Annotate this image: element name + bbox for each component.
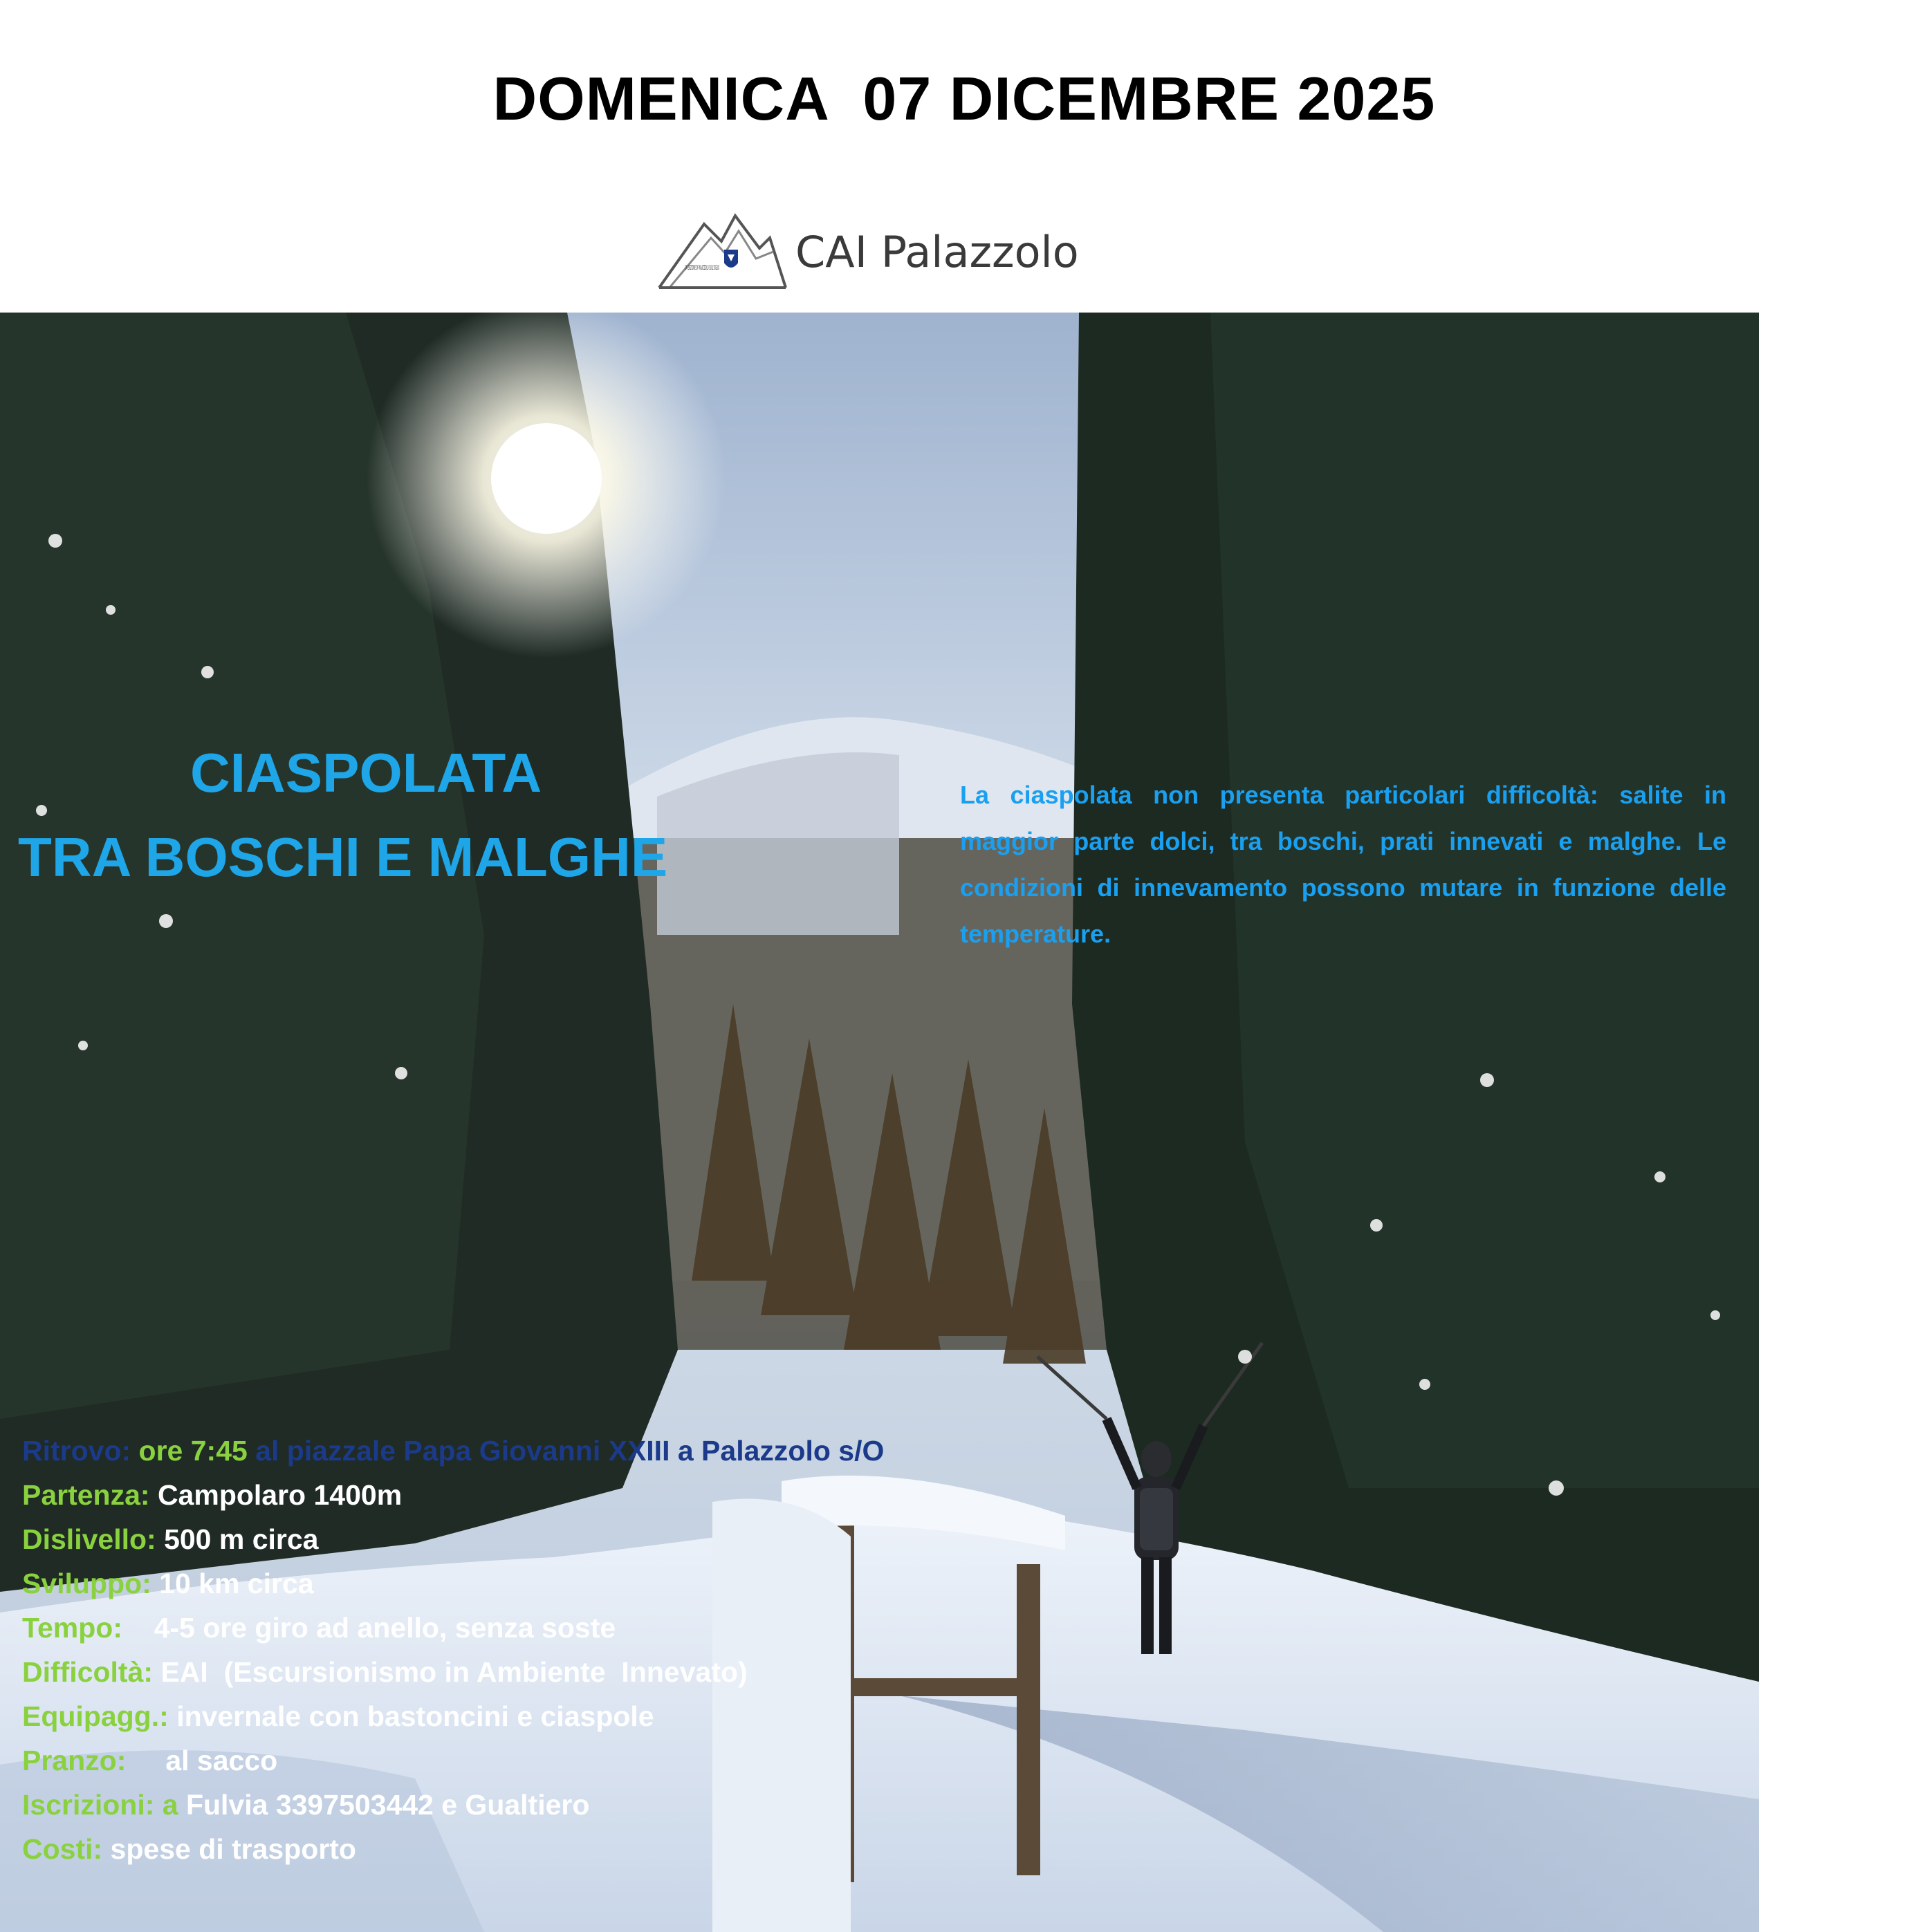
detail-label: Dislivello: [22, 1523, 165, 1555]
cai-logo [656, 206, 1085, 297]
detail-value: Campolaro 1400m [157, 1479, 403, 1511]
event-description: La ciaspolata non presenta particolari difficoltà: salite in maggior parte dolci, tra boschi, prati innevati e malghe. Le condizioni di innevamento possono mutare in funzione delle temperature. [960, 781, 1726, 948]
detail-label: Partenza: [22, 1479, 158, 1511]
logo-text: CAI Palazzolo [795, 226, 1079, 277]
detail-value: 4-5 ore giro ad anello, senza soste [154, 1612, 616, 1644]
detail-ritrovo [22, 1435, 1198, 1479]
detail-value: spese di trasporto [110, 1833, 356, 1865]
detail-value: Fulvia 3397503442 e Gualtiero [185, 1789, 590, 1821]
detail-value: 10 km circa [159, 1568, 314, 1599]
detail-label: Sviluppo: [22, 1568, 160, 1599]
detail-value: invernale con bastoncini e ciaspole [176, 1700, 654, 1732]
detail-sviluppo [22, 1568, 1198, 1612]
detail-label: Pranzo: [22, 1745, 166, 1776]
detail-label: Difficoltà: [22, 1656, 161, 1688]
detail-label: Costi: [22, 1833, 111, 1865]
detail-difficolta [22, 1656, 1198, 1700]
detail-costi [22, 1833, 1198, 1877]
detail-iscrizioni [22, 1789, 1198, 1833]
detail-equipaggiamento [22, 1700, 1198, 1745]
detail-value: EAI (Escursionismo in Ambiente Innevato) [160, 1656, 748, 1688]
mountain-shield-icon [656, 210, 787, 293]
detail-dislivello [22, 1523, 1198, 1568]
detail-partenza [22, 1479, 1198, 1523]
detail-label: Equipagg.: [22, 1700, 177, 1732]
detail-tempo [22, 1612, 1198, 1656]
event-details-list [22, 1435, 1198, 1877]
detail-ritrovo-place: al piazzale Papa Giovanni XXIII a Palazzolo s/O [247, 1435, 885, 1467]
event-date-heading: DOMENICA 07 DICEMBRE 2025 [492, 64, 1436, 133]
detail-label: Ritrovo: [22, 1435, 139, 1467]
detail-label: Iscrizioni: a [22, 1789, 186, 1821]
detail-ritrovo-time: ore 7:45 [138, 1435, 248, 1467]
detail-value: al sacco [165, 1745, 278, 1776]
logo-badge-text: CAI SEZIONE DI PALAZZOLO SULL'OGLIO [685, 264, 720, 272]
event-title-line2: TRA BOSCHI E MALGHE [18, 826, 668, 888]
detail-pranzo [22, 1745, 1198, 1789]
detail-value: 500 m circa [164, 1523, 319, 1555]
event-title-line1: CIASPOLATA [190, 742, 542, 804]
detail-label: Tempo: [22, 1612, 154, 1644]
